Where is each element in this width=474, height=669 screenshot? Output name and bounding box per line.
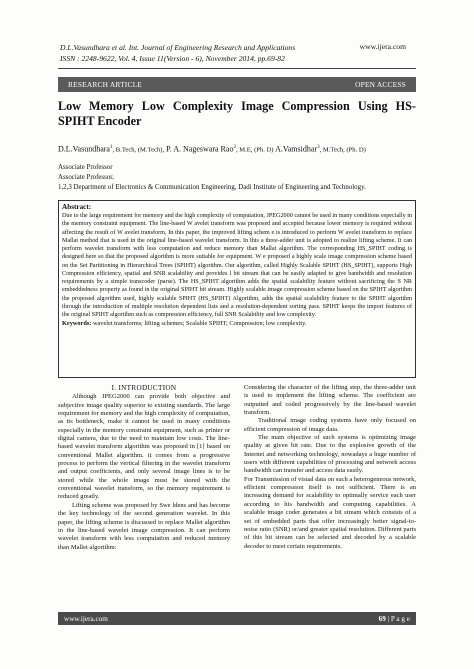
- journal-line: D.L.Vasundhara et al. Int. Journal of Engineering Research and Applications: [60, 43, 296, 52]
- open-access-label: OPEN ACCESS: [355, 80, 406, 89]
- header-divider: [58, 68, 416, 69]
- author-3-degrees: , M.Tech, (Ph. D): [319, 146, 366, 154]
- paragraph: Lifting scheme was proposed by Swe ldens and has become the key technology of the second generation wavelet. In this paper, the lifting scheme is discussed to replace Mallet algorithm in the line-based wavelet image compression. It can perform wavelet transform with less computation and reduced memory than Mallet algorithm:: [58, 501, 230, 551]
- paragraph: Traditional image coding systems have only focused on efficient compression of image data.: [244, 417, 416, 433]
- running-header: [60, 42, 295, 64]
- section-heading-introduction: I. INTRODUCTION: [111, 384, 177, 392]
- affiliations: [58, 163, 416, 193]
- paragraph: Although JPEG2000 can provide both objective and subjective image quality superior to existing standards. The large requirement for memory and the high complexity of computation, as its bottleneck, make it cannot be used in many conditions especially in the memory constraint equipment, such as printer or digital camera, due to the need to maintain low costs. The line-based wavelet transform algorithm was proposed in [1] based on conventional Mallet algorithm. it comes from a progressive process to perform the vertical filtering in the wavelet transform and output coefficients, and only several image lines is to be stored while the whole image must be stored with the conventional wavelet transform, so the memory requirement is reduced greatly.: [58, 393, 230, 501]
- page-number: [379, 615, 410, 623]
- author-3-sup: 3: [317, 145, 320, 150]
- author-1-sup: 1: [109, 145, 113, 150]
- abstract-box: [58, 200, 416, 378]
- author-2-name: P. A. Nageswara Rao: [166, 144, 234, 154]
- author-2-sup: 2: [233, 145, 236, 150]
- author-1-name: D.L.Vasundhara: [58, 144, 110, 154]
- body-column-left: [58, 384, 230, 552]
- body-column-right: [244, 384, 416, 551]
- author-1-degrees: , B.Tech, (M.Tech),: [112, 146, 165, 154]
- keywords-text: wavelet transforms; lifting schemes; Scalable SPIHT; Compression; low complexity.: [91, 320, 307, 328]
- author-3-name: A.Vamsidhar: [275, 144, 318, 154]
- abstract-body: Due to the large requirement for memory and the high complexity of computation, JPEG2000 cannot be used in many conditions especially in the memory constraint equipment. The line-based W avelet transform was proposed and accepted because lower memory is required without affecting the result of W avelet transform, In this paper, the improved lifting schem e is introduced to perform W avelet transform to replace Mallat method that is used in the original line-based wavelet transform. In this a three-adder unit is adopted to realize lifting scheme. It can perform wavelet transform with less computation and reduce memory than Mallat algorithm. The corresponding HS_SPIHT coding is designed here so that the proposed algorithm is more suitable for equipment. W e proposed a highly scale image compression scheme based on the Set Partitioning in Hierarchical Trees (SPIHT) algorithm. Our algorithm, called Highly Scalable SPIHT (HS_SPIHT), supports High Compression efficiency, spatial and SNR scalability and provides l bit stream that can be easily adapted to give bandwidth and resolution requirements by a simple transcoder (parse). The HS_SPIHT algorithm adds the spatial scalability feature without sacrificing the S NR embeddedness property as found in the original SPIHT bit stream. Highly scalable image compression scheme based on the SPIHT algorithm the proposed algorithm used, highly scalable SPIHT (HS_SPIHT) Algorithm, adds the spatial scalability feature to the SPIHT algorithm through the introduction of multiple resolution dependent lists and a resolution-dependent sorting pass. SPIHT keeps the import features of the original SPIHT algorithm such as compression efficiency, full SNR Scalability and low complexity.: [62, 213, 412, 318]
- affiliation-line: Associate Professor,: [58, 174, 114, 181]
- page-number-value: 69: [378, 614, 386, 623]
- affiliation-line: 1,2,3 Department of Electronics & Communication Engineering, Dadi Institute of Engineering and Technology.: [58, 184, 366, 191]
- abstract-heading: Abstract:: [62, 203, 92, 211]
- affiliation-line: Associate Professor: [58, 164, 113, 171]
- article-type-label: RESEARCH ARTICLE: [68, 80, 142, 89]
- paragraph: For Transmission of visual data on such a heterogeneous network, efficient compression itself is not sufficient. There is an increasing demand for scalability to optimally service each user according to his bandwidth and computing capabilities. A scalable image coder generates a bit stream which consists of a set of embedded parts that offer increasingly better signal-to-noise ratio (SNR) or/and greater spatial resolution. Different parts of this bit stream can be selected and decoded by a scalable decoder to meet certain requirements.: [244, 475, 416, 550]
- keywords-line: [62, 319, 412, 328]
- keywords-label: Keywords:: [62, 320, 92, 328]
- page-label: | P a g e: [385, 614, 410, 623]
- article-banner: [58, 77, 416, 92]
- header-website-link[interactable]: www.ijera.com: [359, 42, 406, 51]
- author-2-degrees: , M.E, (Ph. D): [235, 146, 274, 154]
- issn-line: ISSN : 2248-9622, Vol. 4, Issue 11(Version - 6), November 2014, pp.69-82: [60, 54, 285, 63]
- author-list: [58, 143, 416, 156]
- footer-website-link[interactable]: www.ijera.com: [64, 614, 108, 623]
- paragraph: The main objective of such systems is optimizing image quality at given bit rate. Due to the explosive growth of the Internet and networking technology, nowadays a huge number of users with different capabilities of processing and network access bandwidth can transfer and access data easily.: [244, 434, 416, 475]
- page-footer: [58, 612, 416, 625]
- paragraph: Considering the character of the lifting step, the three-adder unit is used to implement the lifting scheme. The coefficient are outputted and coded progressively by the line-based wavelet transform.: [244, 384, 416, 417]
- paper-title: Low Memory Low Complexity Image Compression Using HS-SPIHT Encoder: [58, 99, 416, 128]
